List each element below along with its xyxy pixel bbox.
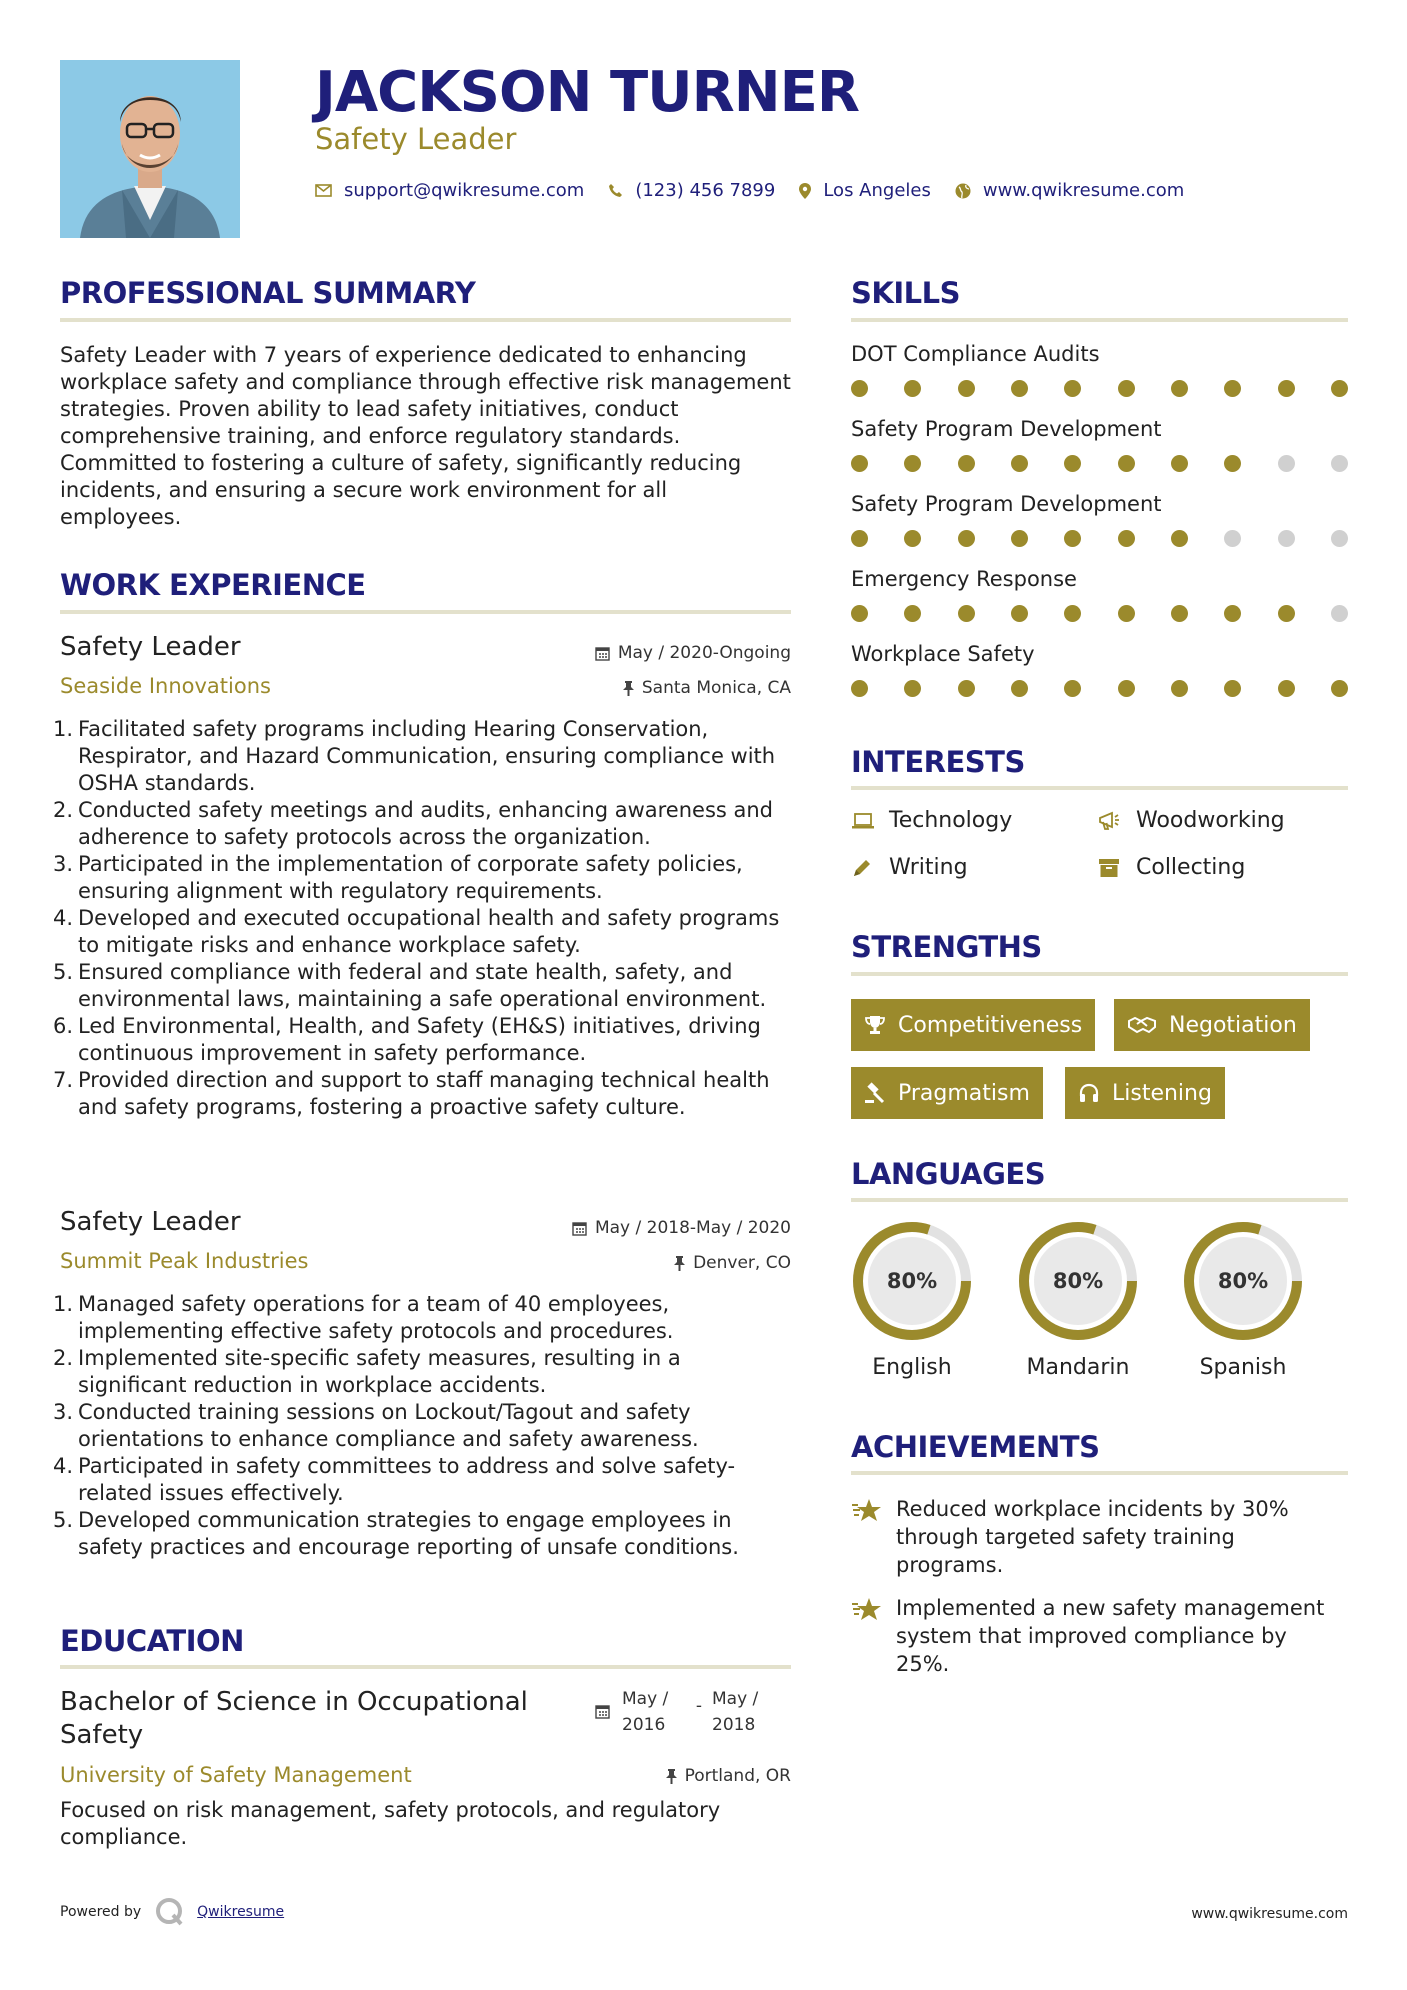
- skill-name: Emergency Response: [851, 567, 1077, 591]
- qwikresume-logo-icon: [155, 1897, 185, 1927]
- experience-heading: WORK EXPERIENCE: [60, 568, 366, 602]
- skill-dot-filled: [1278, 605, 1295, 622]
- job-dates-text: May / 2020-Ongoing: [617, 643, 791, 663]
- list-item: 1. Managed safety operations for a team of 40 employees, implementing effective safety protocols and procedures.: [53, 1292, 674, 1343]
- list-item: 5. Developed communication strategies to engage employees in safety practices and encourage reporting of unsafe conditions.: [53, 1508, 739, 1559]
- skill-dot-filled: [1118, 530, 1135, 547]
- education-dates: [595, 1686, 776, 1738]
- skill-dot-empty: [1224, 530, 1241, 547]
- skill-dot-filled: [851, 680, 868, 697]
- calendar-icon: [595, 1686, 622, 1738]
- location-text: Los Angeles: [823, 180, 931, 201]
- powered-by-text: Powered by: [60, 1904, 142, 1920]
- skill-dot-empty: [1278, 455, 1295, 472]
- skill-dot-filled: [1224, 380, 1241, 397]
- skill-dot-filled: [1064, 605, 1081, 622]
- skill-dot-filled: [1064, 530, 1081, 547]
- skill-dot-filled: [851, 380, 868, 397]
- pin-icon: [674, 1256, 685, 1271]
- skill-dot-filled: [1171, 530, 1188, 547]
- map-marker-icon: [799, 183, 811, 199]
- skill-dot-filled: [904, 680, 921, 697]
- pin-icon: [623, 681, 634, 696]
- language-percent: 80%: [1217, 1269, 1269, 1293]
- job-location: [623, 678, 791, 698]
- skill-rating: [851, 380, 1348, 397]
- skill-dot-empty: [1331, 605, 1348, 622]
- skill-dot-filled: [958, 605, 975, 622]
- list-item: 3. Conducted training sessions on Lockout/Tagout and safety orientations to enhance compliance and safety awareness.: [53, 1400, 699, 1451]
- strengths-rule: [851, 972, 1348, 976]
- skill-dot-filled: [1064, 380, 1081, 397]
- star-badge-icon: [851, 1596, 885, 1628]
- language-spanish: [1182, 1220, 1304, 1380]
- skill-dot-filled: [1011, 530, 1028, 547]
- skill-dot-filled: [958, 530, 975, 547]
- skill-name: Safety Program Development: [851, 492, 1162, 516]
- strengths-heading: STRENGTHS: [851, 930, 1042, 964]
- handshake-icon: [1127, 1015, 1157, 1035]
- strength-pragmatism: Pragmatism: [851, 1067, 1043, 1119]
- interests-heading: INTERESTS: [851, 745, 1025, 779]
- skill-dot-filled: [1171, 455, 1188, 472]
- language-percent: 80%: [1052, 1269, 1104, 1293]
- bullhorn-icon: [1098, 811, 1136, 831]
- skill-dot-filled: [1118, 680, 1135, 697]
- interest-woodworking: Woodworking: [1098, 808, 1285, 833]
- skill-name: DOT Compliance Audits: [851, 342, 1100, 366]
- job-role: Safety Leader: [60, 632, 241, 662]
- job-role: Safety Leader: [60, 1207, 241, 1237]
- candidate-name: JACKSON TURNER: [315, 60, 860, 125]
- skills-rule: [851, 318, 1348, 322]
- skill-dot-filled: [851, 605, 868, 622]
- education-location: [666, 1766, 791, 1786]
- job-location-text: Santa Monica, CA: [641, 678, 791, 698]
- skill-dot-filled: [1224, 455, 1241, 472]
- education-rule: [60, 1665, 791, 1669]
- skill-dot-filled: [1118, 455, 1135, 472]
- experience-rule: [60, 610, 791, 614]
- skill-dot-filled: [1011, 605, 1028, 622]
- footer-powered-by: [60, 1897, 284, 1927]
- calendar-icon: [595, 646, 610, 661]
- skill-dot-filled: [1118, 605, 1135, 622]
- job-dates-text: May / 2018-May / 2020: [594, 1218, 791, 1238]
- job-company: Seaside Innovations: [60, 674, 271, 698]
- headphones-icon: [1078, 1083, 1100, 1103]
- skill-dot-filled: [1011, 455, 1028, 472]
- summary-heading: PROFESSIONAL SUMMARY: [60, 276, 476, 310]
- pin-icon: [666, 1769, 677, 1784]
- strength-listening: Listening: [1065, 1067, 1225, 1119]
- skill-dot-filled: [1278, 380, 1295, 397]
- interest-writing: Writing: [851, 855, 968, 880]
- education-heading: EDUCATION: [60, 1624, 244, 1658]
- skill-dot-filled: [1118, 380, 1135, 397]
- skill-dot-filled: [904, 455, 921, 472]
- list-item: 2. Conducted safety meetings and audits, enhancing awareness and adherence to safety protocols across the organization.: [53, 798, 774, 849]
- skill-dot-filled: [1011, 380, 1028, 397]
- skill-rating: [851, 680, 1348, 697]
- language-name: Spanish: [1199, 1355, 1287, 1380]
- interest-technology: Technology: [851, 808, 1012, 833]
- languages-rule: [851, 1198, 1348, 1202]
- left-column: [53, 0, 791, 1990]
- list-item: 4. Participated in safety committees to address and solve safety-related issues effectively.: [53, 1454, 736, 1505]
- skill-dot-filled: [1224, 605, 1241, 622]
- skill-rating: [851, 605, 1348, 622]
- skill-dot-filled: [1171, 680, 1188, 697]
- education-school: University of Safety Management: [60, 1763, 412, 1787]
- skill-rating: [851, 455, 1348, 472]
- language-english: [851, 1220, 973, 1380]
- achievements-rule: [851, 1471, 1348, 1475]
- job-dates: [572, 1218, 791, 1238]
- skill-dot-filled: [1064, 680, 1081, 697]
- list-item: 1. Facilitated safety programs including Hearing Conservation, Respirator, and Hazard Communication, ensuring compliance with OSHA standards.: [53, 717, 776, 795]
- education-date-dash: -: [695, 1696, 703, 1716]
- job-location: [674, 1253, 791, 1273]
- skill-dot-filled: [1064, 455, 1081, 472]
- list-item: 7. Provided direction and support to staff managing technical health and safety programs, fostering a proactive safety culture.: [53, 1068, 770, 1119]
- strength-negotiation: Negotiation: [1114, 999, 1310, 1051]
- skill-dot-empty: [1278, 530, 1295, 547]
- interests-rule: [851, 786, 1348, 790]
- archive-icon: [1098, 858, 1136, 878]
- language-name: English: [872, 1355, 952, 1380]
- candidate-title: Safety Leader: [315, 122, 517, 156]
- skill-name: Safety Program Development: [851, 417, 1162, 441]
- skill-dot-filled: [1011, 680, 1028, 697]
- achievements-heading: ACHIEVEMENTS: [851, 1430, 1100, 1464]
- list-item: 2. Implemented site-specific safety measures, resulting in a significant reduction in workplace accidents.: [53, 1346, 681, 1397]
- skill-dot-filled: [1278, 680, 1295, 697]
- skill-dot-filled: [1331, 380, 1348, 397]
- strength-competitiveness: Competitiveness: [851, 999, 1095, 1051]
- language-name: Mandarin: [1026, 1355, 1130, 1380]
- job-location-text: Denver, CO: [693, 1253, 791, 1273]
- education-degree: Bachelor of Science in Occupational Safety: [60, 1687, 528, 1750]
- skill-dot-filled: [851, 530, 868, 547]
- skill-dot-filled: [958, 455, 975, 472]
- language-percent: 80%: [886, 1269, 938, 1293]
- job-company: Summit Peak Industries: [60, 1249, 309, 1273]
- skill-dot-filled: [1224, 680, 1241, 697]
- gavel-icon: [864, 1082, 886, 1104]
- skill-dot-filled: [1171, 605, 1188, 622]
- list-item: 5. Ensured compliance with federal and state health, safety, and environmental laws, maintaining a safe operational environment.: [53, 960, 767, 1011]
- skill-dot-filled: [1171, 380, 1188, 397]
- skill-dot-empty: [1331, 455, 1348, 472]
- list-item: 6. Led Environmental, Health, and Safety (EH&S) initiatives, driving continuous improvement in safety performance.: [53, 1014, 761, 1065]
- skill-dot-filled: [904, 530, 921, 547]
- laptop-icon: [851, 812, 889, 830]
- education-location-text: Portland, OR: [684, 1766, 791, 1786]
- skill-dot-filled: [1331, 680, 1348, 697]
- footer-website[interactable]: www.qwikresume.com: [1191, 1906, 1348, 1922]
- pencil-icon: [851, 857, 889, 879]
- summary-text: Safety Leader with 7 years of experience dedicated to enhancing workplace safety and compliance through effective risk management strategies. Proven ability to lead safety initiatives, conduct comprehensive training, and enforce regulatory standards. Committed to fostering a culture of safety, significantly reducing incidents, and ensuring a secure work environment for all employees.: [60, 343, 791, 529]
- education-end: May / 2018: [712, 1689, 759, 1735]
- achievement-text: Reduced workplace incidents by 30% through targeted safety training programs.: [896, 1497, 1289, 1577]
- education-start: May / 2016: [622, 1689, 669, 1735]
- right-column: [851, 0, 1348, 1990]
- achievement-text: Implemented a new safety management system that improved compliance by 25%.: [896, 1596, 1325, 1676]
- skill-dot-filled: [958, 380, 975, 397]
- skill-dot-filled: [904, 380, 921, 397]
- list-item: 4. Developed and executed occupational health and safety programs to mitigate risks and enhance workplace safety.: [53, 906, 780, 957]
- education-description: Focused on risk management, safety protocols, and regulatory compliance.: [60, 1798, 721, 1849]
- star-badge-icon: [851, 1497, 885, 1529]
- job-dates: [595, 643, 791, 663]
- job-bullets: [53, 1291, 795, 1561]
- summary-rule: [60, 318, 791, 322]
- phone-text: (123) 456 7899: [635, 180, 776, 201]
- skills-heading: SKILLS: [851, 276, 960, 310]
- skill-rating: [851, 530, 1348, 547]
- job-bullets: [53, 716, 795, 1121]
- languages-heading: LANGUAGES: [851, 1157, 1046, 1191]
- website-text: www.qwikresume.com: [982, 180, 1185, 201]
- trophy-icon: [864, 1015, 886, 1035]
- qwikresume-link[interactable]: Qwikresume: [197, 1904, 285, 1920]
- list-item: 3. Participated in the implementation of corporate safety policies, ensuring alignment with regulatory requirements.: [53, 852, 743, 903]
- email-text: support@qwikresume.com: [344, 180, 585, 201]
- calendar-icon: [572, 1221, 587, 1236]
- skill-dot-filled: [958, 680, 975, 697]
- interest-collecting: Collecting: [1098, 855, 1245, 880]
- language-mandarin: [1017, 1220, 1139, 1380]
- skill-dot-filled: [904, 605, 921, 622]
- skill-dot-filled: [851, 455, 868, 472]
- skill-name: Workplace Safety: [851, 642, 1035, 666]
- skill-dot-empty: [1331, 530, 1348, 547]
